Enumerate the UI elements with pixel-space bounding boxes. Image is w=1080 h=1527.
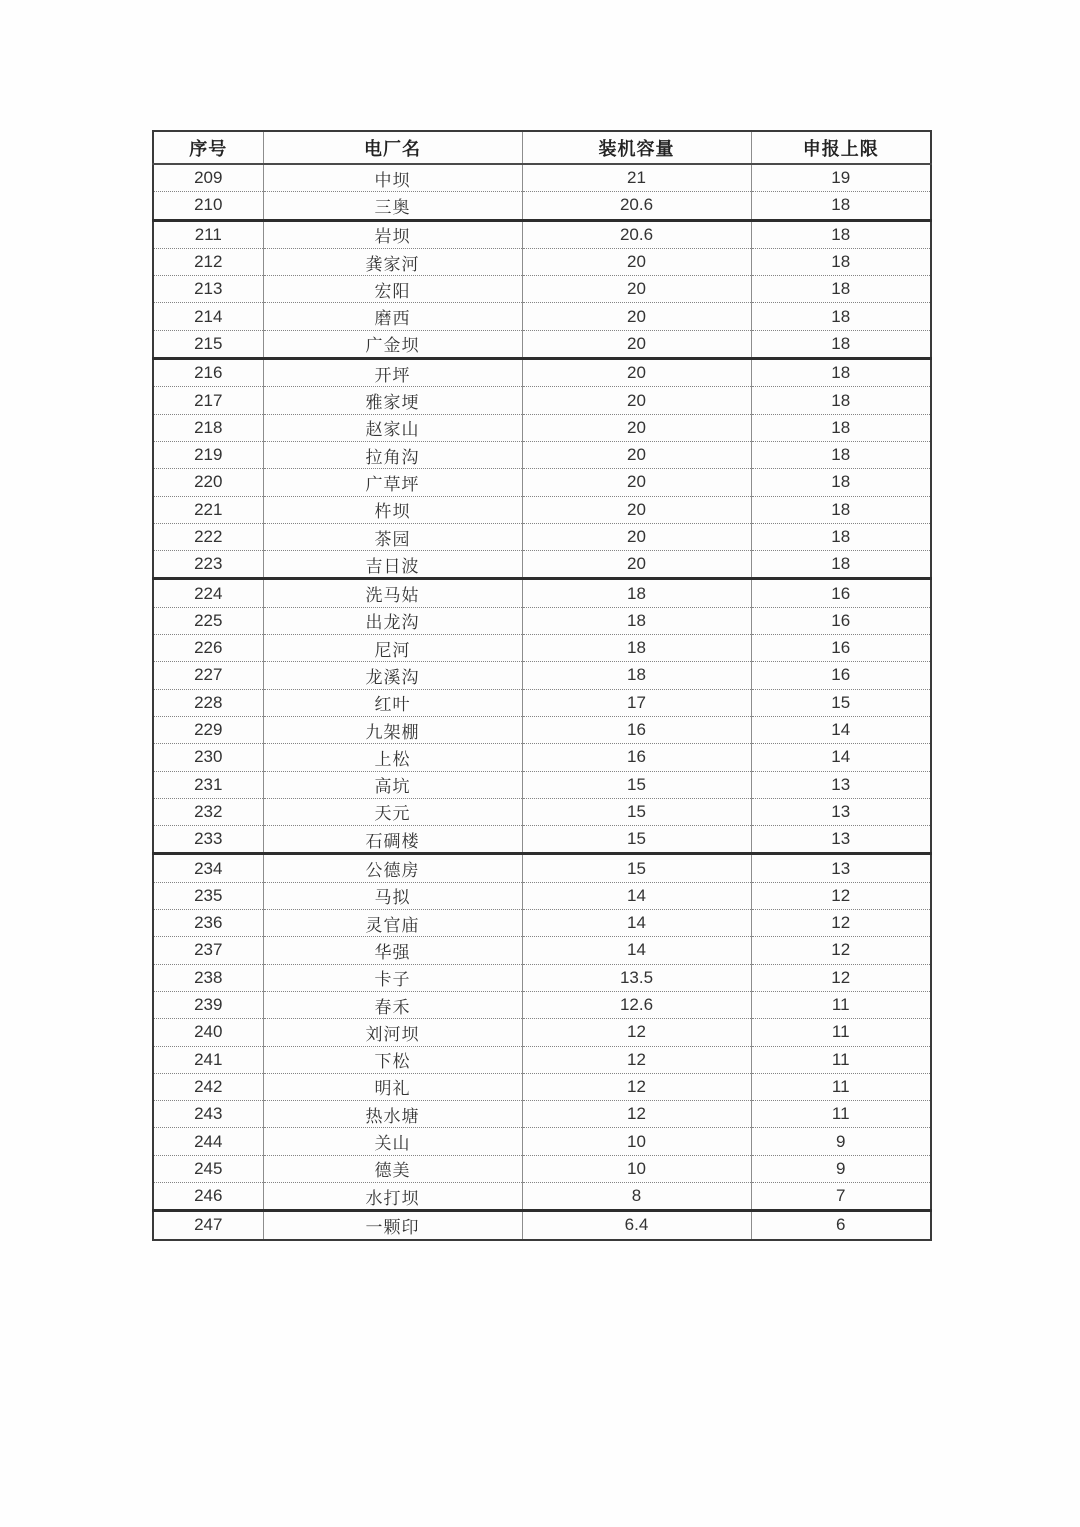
table-row xyxy=(153,387,931,414)
table-row xyxy=(153,1182,931,1210)
cell-plant-name: 明礼 xyxy=(263,1073,522,1100)
table-row xyxy=(153,551,931,579)
cell-serial-number: 227 xyxy=(153,662,263,689)
table-row xyxy=(153,854,931,882)
cell-plant-name: 天元 xyxy=(263,798,522,825)
cell-plant-name: 杵坝 xyxy=(263,496,522,523)
table-row xyxy=(153,1211,931,1240)
cell-installed-capacity: 20 xyxy=(522,303,751,330)
cell-plant-name: 下松 xyxy=(263,1046,522,1073)
cell-plant-name: 公德房 xyxy=(263,854,522,882)
cell-installed-capacity: 20.6 xyxy=(522,192,751,220)
cell-plant-name: 关山 xyxy=(263,1128,522,1155)
table-row xyxy=(153,496,931,523)
cell-installed-capacity: 20 xyxy=(522,551,751,579)
cell-installed-capacity: 15 xyxy=(522,798,751,825)
cell-installed-capacity: 20 xyxy=(522,469,751,496)
cell-declaration-limit: 18 xyxy=(751,551,931,579)
cell-serial-number: 233 xyxy=(153,826,263,854)
cell-declaration-limit: 18 xyxy=(751,441,931,468)
cell-installed-capacity: 18 xyxy=(522,607,751,634)
cell-declaration-limit: 6 xyxy=(751,1211,931,1240)
cell-serial-number: 231 xyxy=(153,771,263,798)
cell-serial-number: 220 xyxy=(153,469,263,496)
cell-declaration-limit: 13 xyxy=(751,854,931,882)
cell-declaration-limit: 18 xyxy=(751,359,931,387)
cell-serial-number: 236 xyxy=(153,910,263,937)
cell-serial-number: 216 xyxy=(153,359,263,387)
table-row xyxy=(153,662,931,689)
cell-plant-name: 春禾 xyxy=(263,991,522,1018)
cell-declaration-limit: 16 xyxy=(751,579,931,607)
cell-installed-capacity: 20 xyxy=(522,248,751,275)
table-row xyxy=(153,248,931,275)
cell-installed-capacity: 18 xyxy=(522,662,751,689)
cell-serial-number: 226 xyxy=(153,635,263,662)
cell-plant-name: 洗马姑 xyxy=(263,579,522,607)
cell-declaration-limit: 11 xyxy=(751,1046,931,1073)
table-row xyxy=(153,1073,931,1100)
cell-installed-capacity: 6.4 xyxy=(522,1211,751,1240)
table-row xyxy=(153,744,931,771)
cell-declaration-limit: 12 xyxy=(751,882,931,909)
cell-installed-capacity: 8 xyxy=(522,1182,751,1210)
cell-serial-number: 224 xyxy=(153,579,263,607)
cell-serial-number: 239 xyxy=(153,991,263,1018)
cell-declaration-limit: 9 xyxy=(751,1128,931,1155)
cell-plant-name: 岩坝 xyxy=(263,220,522,248)
cell-plant-name: 上松 xyxy=(263,744,522,771)
table-row xyxy=(153,1019,931,1046)
cell-plant-name: 马拟 xyxy=(263,882,522,909)
table-row xyxy=(153,1101,931,1128)
cell-plant-name: 热水塘 xyxy=(263,1101,522,1128)
table-row xyxy=(153,523,931,550)
table-row xyxy=(153,276,931,303)
cell-declaration-limit: 12 xyxy=(751,964,931,991)
cell-declaration-limit: 16 xyxy=(751,607,931,634)
cell-declaration-limit: 18 xyxy=(751,276,931,303)
cell-installed-capacity: 18 xyxy=(522,579,751,607)
cell-installed-capacity: 21 xyxy=(522,164,751,192)
cell-installed-capacity: 20 xyxy=(522,387,751,414)
cell-installed-capacity: 12 xyxy=(522,1046,751,1073)
cell-declaration-limit: 18 xyxy=(751,303,931,330)
cell-plant-name: 开坪 xyxy=(263,359,522,387)
table-row xyxy=(153,882,931,909)
cell-serial-number: 232 xyxy=(153,798,263,825)
table-row xyxy=(153,964,931,991)
cell-installed-capacity: 20 xyxy=(522,523,751,550)
table-row xyxy=(153,303,931,330)
cell-plant-name: 广金坝 xyxy=(263,330,522,358)
cell-serial-number: 225 xyxy=(153,607,263,634)
cell-plant-name: 高坑 xyxy=(263,771,522,798)
cell-installed-capacity: 20 xyxy=(522,441,751,468)
table-row xyxy=(153,359,931,387)
table-row xyxy=(153,1046,931,1073)
cell-declaration-limit: 16 xyxy=(751,635,931,662)
cell-installed-capacity: 20 xyxy=(522,414,751,441)
cell-plant-name: 红叶 xyxy=(263,689,522,716)
cell-installed-capacity: 16 xyxy=(522,744,751,771)
table-row xyxy=(153,192,931,220)
cell-declaration-limit: 18 xyxy=(751,387,931,414)
cell-plant-name: 水打坝 xyxy=(263,1182,522,1210)
cell-plant-name: 拉角沟 xyxy=(263,441,522,468)
table-row xyxy=(153,164,931,192)
cell-serial-number: 241 xyxy=(153,1046,263,1073)
cell-installed-capacity: 10 xyxy=(522,1155,751,1182)
cell-declaration-limit: 13 xyxy=(751,798,931,825)
cell-serial-number: 234 xyxy=(153,854,263,882)
cell-serial-number: 209 xyxy=(153,164,263,192)
cell-plant-name: 出龙沟 xyxy=(263,607,522,634)
col-header-serial-number: 序号 xyxy=(153,131,263,164)
cell-plant-name: 磨西 xyxy=(263,303,522,330)
cell-plant-name: 宏阳 xyxy=(263,276,522,303)
table-row xyxy=(153,826,931,854)
table-row xyxy=(153,910,931,937)
cell-serial-number: 235 xyxy=(153,882,263,909)
cell-installed-capacity: 15 xyxy=(522,854,751,882)
cell-serial-number: 229 xyxy=(153,716,263,743)
cell-serial-number: 238 xyxy=(153,964,263,991)
table-row xyxy=(153,579,931,607)
table-row xyxy=(153,220,931,248)
cell-declaration-limit: 19 xyxy=(751,164,931,192)
table-row xyxy=(153,469,931,496)
cell-declaration-limit: 11 xyxy=(751,1073,931,1100)
cell-installed-capacity: 20 xyxy=(522,276,751,303)
cell-declaration-limit: 13 xyxy=(751,826,931,854)
cell-plant-name: 华强 xyxy=(263,937,522,964)
cell-declaration-limit: 18 xyxy=(751,330,931,358)
cell-plant-name: 卡子 xyxy=(263,964,522,991)
cell-serial-number: 211 xyxy=(153,220,263,248)
cell-plant-name: 石碉楼 xyxy=(263,826,522,854)
cell-installed-capacity: 13.5 xyxy=(522,964,751,991)
table-row xyxy=(153,1155,931,1182)
col-header-installed-capacity: 装机容量 xyxy=(522,131,751,164)
cell-plant-name: 龚家河 xyxy=(263,248,522,275)
table-row xyxy=(153,937,931,964)
cell-declaration-limit: 11 xyxy=(751,1019,931,1046)
cell-declaration-limit: 18 xyxy=(751,414,931,441)
cell-plant-name: 德美 xyxy=(263,1155,522,1182)
cell-plant-name: 龙溪沟 xyxy=(263,662,522,689)
cell-plant-name: 一颗印 xyxy=(263,1211,522,1240)
cell-installed-capacity: 20 xyxy=(522,496,751,523)
cell-declaration-limit: 14 xyxy=(751,744,931,771)
cell-serial-number: 215 xyxy=(153,330,263,358)
col-header-plant-name: 电厂名 xyxy=(263,131,522,164)
cell-serial-number: 218 xyxy=(153,414,263,441)
table-row xyxy=(153,798,931,825)
cell-declaration-limit: 18 xyxy=(751,192,931,220)
cell-serial-number: 222 xyxy=(153,523,263,550)
cell-installed-capacity: 12.6 xyxy=(522,991,751,1018)
cell-declaration-limit: 18 xyxy=(751,248,931,275)
table-row xyxy=(153,441,931,468)
cell-serial-number: 247 xyxy=(153,1211,263,1240)
cell-serial-number: 243 xyxy=(153,1101,263,1128)
cell-plant-name: 赵家山 xyxy=(263,414,522,441)
cell-declaration-limit: 7 xyxy=(751,1182,931,1210)
cell-declaration-limit: 15 xyxy=(751,689,931,716)
cell-serial-number: 217 xyxy=(153,387,263,414)
cell-plant-name: 吉日波 xyxy=(263,551,522,579)
cell-declaration-limit: 12 xyxy=(751,937,931,964)
cell-serial-number: 214 xyxy=(153,303,263,330)
cell-serial-number: 246 xyxy=(153,1182,263,1210)
cell-installed-capacity: 20 xyxy=(522,359,751,387)
cell-installed-capacity: 14 xyxy=(522,882,751,909)
cell-declaration-limit: 13 xyxy=(751,771,931,798)
cell-serial-number: 230 xyxy=(153,744,263,771)
cell-installed-capacity: 15 xyxy=(522,826,751,854)
cell-declaration-limit: 18 xyxy=(751,220,931,248)
cell-plant-name: 中坝 xyxy=(263,164,522,192)
cell-installed-capacity: 12 xyxy=(522,1073,751,1100)
cell-serial-number: 223 xyxy=(153,551,263,579)
cell-plant-name: 灵官庙 xyxy=(263,910,522,937)
cell-serial-number: 240 xyxy=(153,1019,263,1046)
cell-installed-capacity: 20.6 xyxy=(522,220,751,248)
cell-declaration-limit: 11 xyxy=(751,1101,931,1128)
cell-serial-number: 219 xyxy=(153,441,263,468)
cell-serial-number: 221 xyxy=(153,496,263,523)
cell-serial-number: 245 xyxy=(153,1155,263,1182)
cell-installed-capacity: 18 xyxy=(522,635,751,662)
cell-declaration-limit: 18 xyxy=(751,523,931,550)
cell-serial-number: 228 xyxy=(153,689,263,716)
table-row xyxy=(153,1128,931,1155)
cell-plant-name: 刘河坝 xyxy=(263,1019,522,1046)
cell-declaration-limit: 14 xyxy=(751,716,931,743)
table-row xyxy=(153,716,931,743)
power-plant-table xyxy=(152,130,932,1241)
table-row xyxy=(153,635,931,662)
cell-plant-name: 三奥 xyxy=(263,192,522,220)
cell-declaration-limit: 16 xyxy=(751,662,931,689)
table-row xyxy=(153,771,931,798)
cell-installed-capacity: 16 xyxy=(522,716,751,743)
cell-plant-name: 广草坪 xyxy=(263,469,522,496)
cell-installed-capacity: 14 xyxy=(522,937,751,964)
table-row xyxy=(153,607,931,634)
cell-installed-capacity: 14 xyxy=(522,910,751,937)
table-row xyxy=(153,330,931,358)
header-row xyxy=(153,131,931,164)
cell-plant-name: 尼河 xyxy=(263,635,522,662)
cell-serial-number: 213 xyxy=(153,276,263,303)
cell-declaration-limit: 18 xyxy=(751,496,931,523)
cell-installed-capacity: 12 xyxy=(522,1101,751,1128)
cell-serial-number: 242 xyxy=(153,1073,263,1100)
cell-serial-number: 244 xyxy=(153,1128,263,1155)
cell-serial-number: 212 xyxy=(153,248,263,275)
cell-plant-name: 雅家埂 xyxy=(263,387,522,414)
cell-plant-name: 九架棚 xyxy=(263,716,522,743)
cell-plant-name: 茶园 xyxy=(263,523,522,550)
cell-installed-capacity: 12 xyxy=(522,1019,751,1046)
cell-declaration-limit: 18 xyxy=(751,469,931,496)
cell-installed-capacity: 20 xyxy=(522,330,751,358)
cell-installed-capacity: 10 xyxy=(522,1128,751,1155)
cell-declaration-limit: 12 xyxy=(751,910,931,937)
cell-serial-number: 237 xyxy=(153,937,263,964)
cell-declaration-limit: 11 xyxy=(751,991,931,1018)
cell-serial-number: 210 xyxy=(153,192,263,220)
table-row xyxy=(153,414,931,441)
col-header-declaration-limit: 申报上限 xyxy=(751,131,931,164)
cell-installed-capacity: 15 xyxy=(522,771,751,798)
table-row xyxy=(153,991,931,1018)
cell-declaration-limit: 9 xyxy=(751,1155,931,1182)
cell-installed-capacity: 17 xyxy=(522,689,751,716)
table-row xyxy=(153,689,931,716)
